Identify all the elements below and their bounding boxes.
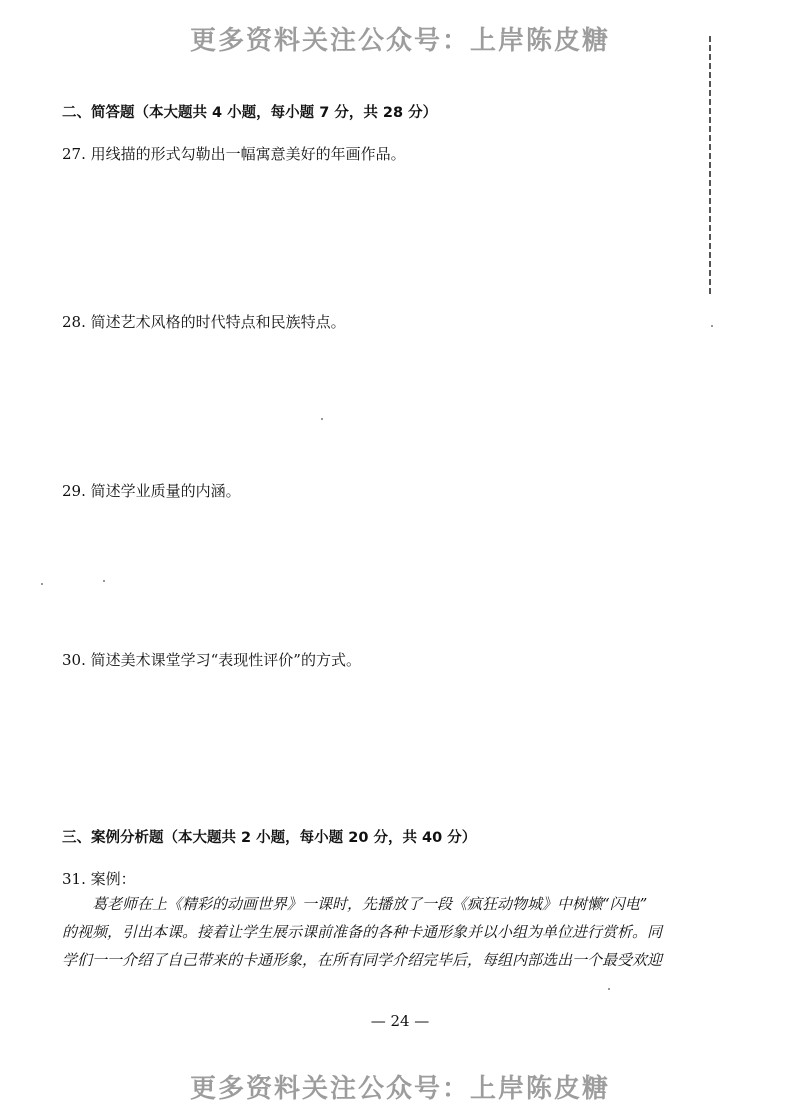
case-line-3: 学们一一介绍了自己带来的卡通形象，在所有同学介绍完毕后，每组内部选出一个最受欢迎	[62, 951, 663, 969]
case-line-2: 的视频，引出本课。接着让学生展示课前准备的各种卡通形象并以小组为单位进行赏析。同	[62, 923, 663, 941]
scan-speck	[711, 325, 713, 327]
question-29: 29. 简述学业质量的内涵。	[62, 482, 241, 500]
question-31-label: 31. 案例：	[62, 870, 136, 888]
question-28: 28. 简述艺术风格的时代特点和民族特点。	[62, 313, 346, 331]
binding-margin-line	[709, 36, 711, 296]
question-30: 30. 简述美术课堂学习“表现性评价”的方式。	[62, 651, 361, 669]
page-number: — 24 —	[370, 1012, 430, 1030]
scan-speck	[103, 580, 105, 582]
section-heading-short-answer: 二、简答题（本大题共 4 小题，每小题 7 分，共 28 分）	[62, 105, 438, 121]
section-heading-case-analysis: 三、案例分析题（本大题共 2 小题，每小题 20 分，共 40 分）	[62, 830, 477, 846]
case-line-1: 葛老师在上《精彩的动画世界》一课时，先播放了一段《疯狂动物城》中树懒“闪电”	[92, 895, 648, 913]
scan-speck	[608, 988, 610, 990]
scan-speck	[321, 418, 323, 420]
question-27: 27. 用线描的形式勾勒出一幅寓意美好的年画作品。	[62, 145, 406, 163]
case-text	[62, 890, 672, 974]
scan-speck	[41, 583, 43, 585]
watermark-top: 更多资料关注公众号：上岸陈皮糖	[189, 26, 610, 56]
watermark-bottom: 更多资料关注公众号：上岸陈皮糖	[189, 1074, 610, 1104]
